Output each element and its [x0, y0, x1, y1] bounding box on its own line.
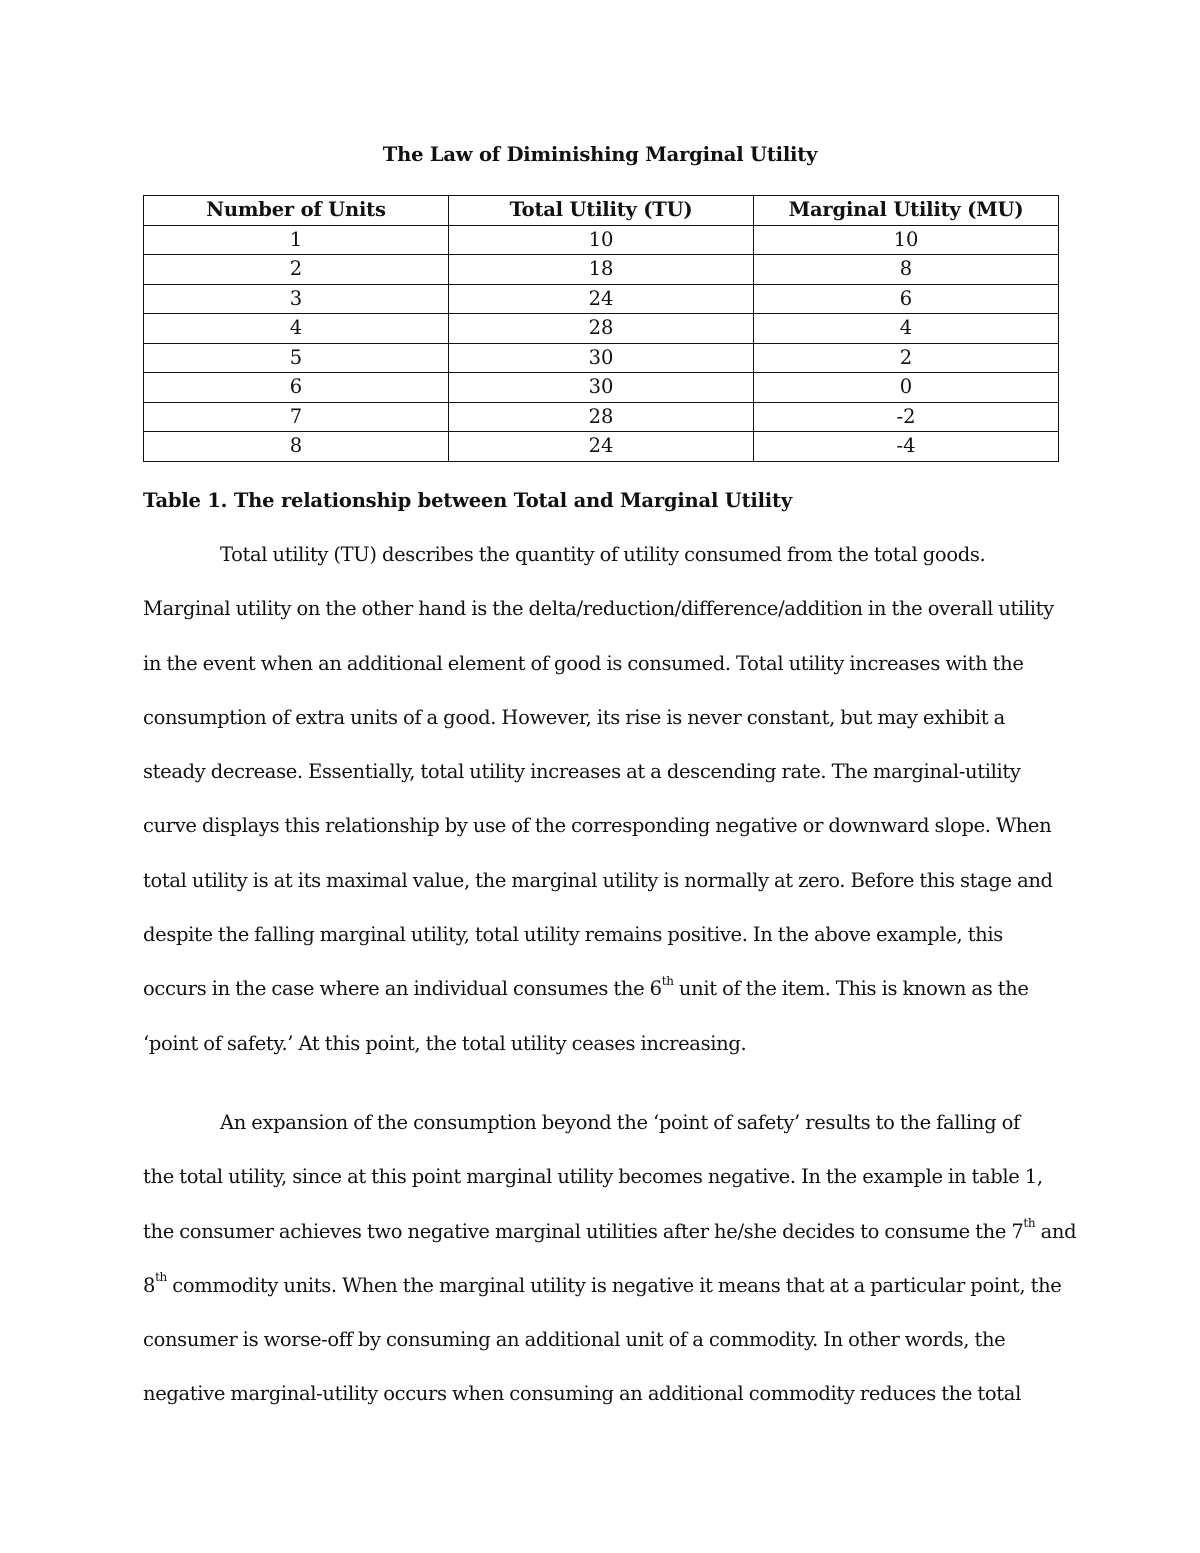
paragraph-line: consumer is worse-off by consuming an additional unit of a commodity. In other words, the — [143, 1328, 1006, 1352]
table-row — [144, 432, 1059, 462]
table-row — [144, 284, 1059, 314]
cell-tu: 30 — [449, 373, 754, 403]
paragraph-line: consumption of extra units of a good. However, its rise is never constant, but may exhibit a — [143, 705, 1005, 729]
ordinal-suffix: th — [155, 1270, 167, 1285]
paragraph-line — [143, 1259, 1063, 1313]
paragraph-line: curve displays this relationship by use of the corresponding negative or downward slope. When — [143, 814, 1052, 838]
paragraph-line: Total utility (TU) describes the quantity of utility consumed from the total goods. — [220, 543, 986, 566]
line-text: the consumer achieves two negative marginal utilities after he/she decides to consume the 7 — [143, 1219, 1024, 1243]
paragraph-line: the total utility, since at this point marginal utility becomes negative. In the example in table 1, — [143, 1165, 1043, 1189]
paragraph-line: An expansion of the consumption beyond the ‘point of safety’ results to the falling of — [220, 1111, 1020, 1134]
line-text: 8 — [143, 1273, 156, 1297]
cell-mu: 6 — [754, 284, 1059, 314]
paragraph-line — [143, 1205, 1077, 1259]
paragraph-line: total utility is at its maximal value, the marginal utility is normally at zero. Before this stage and — [143, 868, 1053, 892]
table-row — [144, 343, 1059, 373]
cell-units: 5 — [144, 343, 449, 373]
cell-units: 1 — [144, 225, 449, 255]
cell-units: 8 — [144, 432, 449, 462]
cell-units: 3 — [144, 284, 449, 314]
paragraph-line: Marginal utility on the other hand is the delta/reduction/difference/addition in the overall utility — [143, 597, 1054, 621]
line-text: commodity units. When the marginal utility is negative it means that at a particular point, the — [166, 1273, 1062, 1297]
line-text: and — [1035, 1219, 1077, 1243]
cell-units: 4 — [144, 314, 449, 344]
paragraph-1 — [143, 528, 1063, 1071]
cell-units: 7 — [144, 402, 449, 432]
cell-tu: 30 — [449, 343, 754, 373]
paragraph-line: steady decrease. Essentially, total utility increases at a descending rate. The marginal-utility — [143, 760, 1021, 784]
cell-tu: 28 — [449, 402, 754, 432]
table-header-row — [144, 196, 1059, 226]
cell-tu: 24 — [449, 432, 754, 462]
ordinal-suffix: th — [1023, 1216, 1036, 1231]
paragraph-line — [143, 962, 1063, 1016]
document-title: The Law of Diminishing Marginal Utility — [382, 143, 818, 166]
line-text: occurs in the case where an individual consumes the 6 — [143, 977, 662, 1001]
header-total-utility: Total Utility (TU) — [449, 196, 754, 226]
header-number-of-units: Number of Units — [144, 196, 449, 226]
paragraph-line: negative marginal-utility occurs when consuming an additional commodity reduces the total — [143, 1382, 1021, 1406]
cell-tu: 24 — [449, 284, 754, 314]
paragraph-2 — [143, 1096, 1077, 1422]
cell-units: 2 — [144, 255, 449, 285]
cell-mu: -2 — [754, 402, 1059, 432]
cell-tu: 18 — [449, 255, 754, 285]
cell-mu: 2 — [754, 343, 1059, 373]
paragraph-line: despite the falling marginal utility, total utility remains positive. In the above example, this — [143, 923, 1003, 947]
paragraph-line: ‘point of safety.’ At this point, the total utility ceases increasing. — [143, 1031, 747, 1055]
table-row — [144, 402, 1059, 432]
cell-tu: 10 — [449, 225, 754, 255]
cell-mu: 8 — [754, 255, 1059, 285]
line-text: unit of the item. This is known as the — [673, 977, 1029, 1001]
ordinal-suffix: th — [661, 973, 674, 988]
table-row — [144, 255, 1059, 285]
paragraph-line: in the event when an additional element of good is consumed. Total utility increases with the — [143, 651, 1024, 675]
cell-tu: 28 — [449, 314, 754, 344]
table-row — [144, 373, 1059, 403]
cell-mu: 4 — [754, 314, 1059, 344]
table-caption: Table 1. The relationship between Total and Marginal Utility — [143, 489, 792, 512]
header-marginal-utility: Marginal Utility (MU) — [754, 196, 1059, 226]
table-row — [144, 314, 1059, 344]
cell-mu: 0 — [754, 373, 1059, 403]
cell-units: 6 — [144, 373, 449, 403]
cell-mu: -4 — [754, 432, 1059, 462]
cell-mu: 10 — [754, 225, 1059, 255]
table-row — [144, 225, 1059, 255]
utility-table — [143, 195, 1059, 462]
